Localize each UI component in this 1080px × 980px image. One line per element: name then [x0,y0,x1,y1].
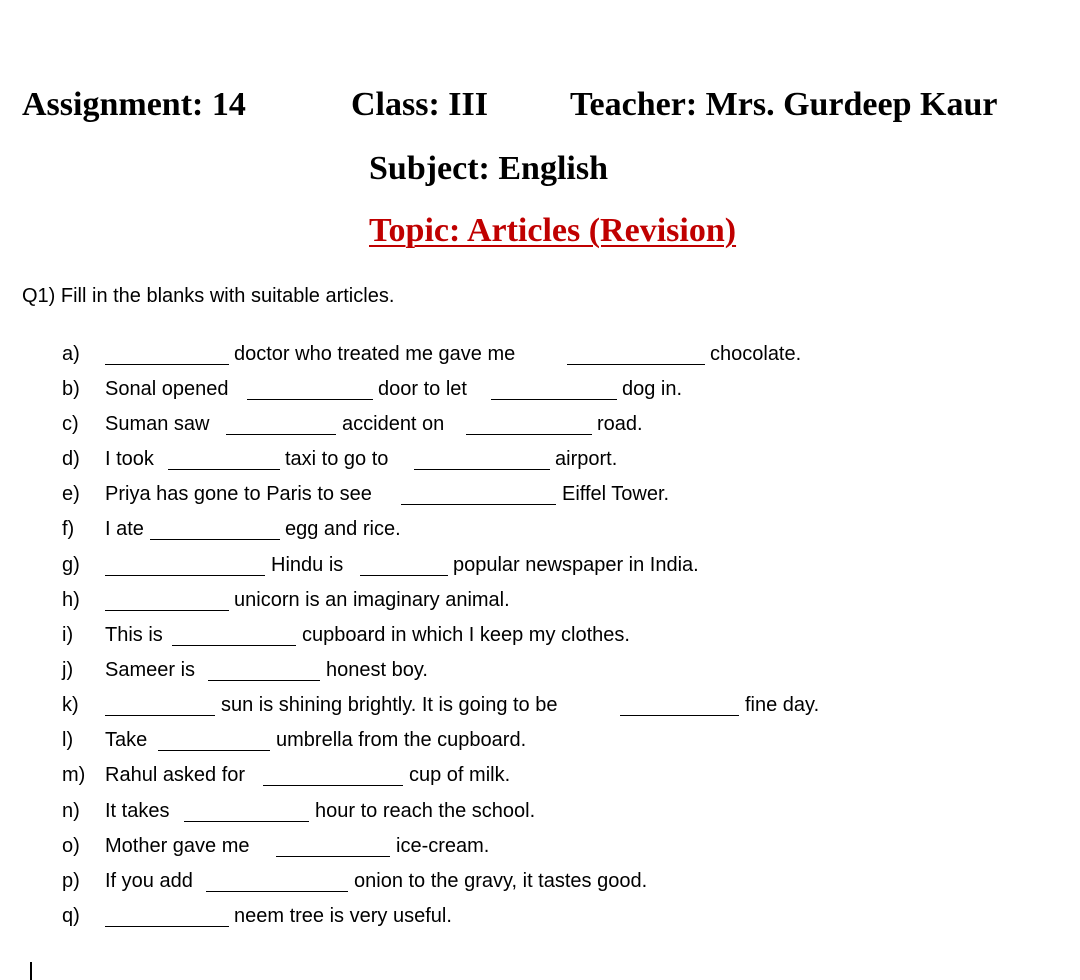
item-text: Eiffel Tower. [562,483,670,505]
item-text: sun is shining brightly. It is going to be [221,694,558,716]
item-text: Sonal opened [105,378,229,400]
answer-blank[interactable] [168,469,280,470]
item-label: p) [62,870,80,892]
item-text: This is [105,624,163,646]
item-text: I took [105,448,154,470]
question-item [0,694,1080,724]
item-text: It takes [105,800,170,822]
assignment-number: Assignment: 14 [22,86,246,123]
item-text: doctor who treated me gave me [234,343,516,365]
answer-blank[interactable] [208,680,320,681]
answer-blank[interactable] [401,504,556,505]
question-item [0,448,1080,478]
item-text: Sameer is [105,659,196,681]
item-label: j) [62,659,74,681]
item-text: honest boy. [326,659,428,681]
question-item [0,905,1080,935]
answer-blank[interactable] [105,575,265,576]
item-text: fine day. [745,694,820,716]
item-label: a) [62,343,80,365]
item-text: neem tree is very useful. [234,905,452,927]
answer-blank[interactable] [620,715,739,716]
class-label: Class: III [351,86,488,123]
item-text: road. [597,413,643,435]
question-title: Q1) Fill in the blanks with suitable articles. [22,285,395,307]
item-text: taxi to go to [285,448,389,470]
item-label: b) [62,378,80,400]
item-text: onion to the gravy, it tastes good. [354,870,648,892]
item-text: I ate [105,518,144,540]
item-label: i) [62,624,74,646]
text-cursor [30,962,32,980]
item-text: popular newspaper in India. [453,554,699,576]
answer-blank[interactable] [263,785,403,786]
item-label: f) [62,518,75,540]
item-text: Mother gave me [105,835,250,857]
item-text: Rahul asked for [105,764,246,786]
item-text: Priya has gone to Paris to see [105,483,372,505]
answer-blank[interactable] [158,750,270,751]
item-text: accident on [342,413,445,435]
item-label: g) [62,554,80,576]
answer-blank[interactable] [414,469,550,470]
item-label: c) [62,413,79,435]
item-text: unicorn is an imaginary animal. [234,589,510,611]
question-item [0,800,1080,830]
answer-blank[interactable] [105,610,229,611]
question-item [0,483,1080,513]
item-text: If you add [105,870,193,892]
answer-blank[interactable] [105,364,229,365]
item-label: k) [62,694,79,716]
question-item [0,413,1080,443]
question-item [0,589,1080,619]
item-text: cup of milk. [409,764,511,786]
topic-title: Topic: Articles (Revision) [369,212,737,249]
subject-label: Subject: English [369,150,608,187]
teacher-name: Teacher: Mrs. Gurdeep Kaur [570,86,998,123]
question-item [0,835,1080,865]
item-text: door to let [378,378,467,400]
answer-blank[interactable] [184,821,309,822]
question-item [0,378,1080,408]
item-label: n) [62,800,80,822]
item-text: cupboard in which I keep my clothes. [302,624,630,646]
item-text: airport. [555,448,618,470]
answer-blank[interactable] [150,539,280,540]
question-item [0,729,1080,759]
answer-blank[interactable] [226,434,336,435]
answer-blank[interactable] [567,364,705,365]
item-text: umbrella from the cupboard. [276,729,527,751]
item-label: e) [62,483,80,505]
item-text: chocolate. [710,343,802,365]
item-text: ice-cream. [396,835,490,857]
question-item [0,624,1080,654]
answer-blank[interactable] [491,399,617,400]
question-item [0,554,1080,584]
item-text: egg and rice. [285,518,401,540]
question-item [0,343,1080,373]
item-label: d) [62,448,80,470]
item-label: l) [62,729,74,751]
answer-blank[interactable] [206,891,348,892]
item-text: Suman saw [105,413,210,435]
question-item [0,659,1080,689]
answer-blank[interactable] [466,434,592,435]
answer-blank[interactable] [276,856,390,857]
item-text: Take [105,729,148,751]
answer-blank[interactable] [172,645,296,646]
item-text: dog in. [622,378,683,400]
item-label: o) [62,835,80,857]
answer-blank[interactable] [360,575,448,576]
item-text: hour to reach the school. [315,800,536,822]
answer-blank[interactable] [105,926,229,927]
question-item [0,518,1080,548]
item-label: q) [62,905,80,927]
question-item [0,870,1080,900]
answer-blank[interactable] [247,399,373,400]
answer-blank[interactable] [105,715,215,716]
item-label: h) [62,589,80,611]
question-item [0,764,1080,794]
item-label: m) [62,764,86,786]
item-text: Hindu is [271,554,344,576]
